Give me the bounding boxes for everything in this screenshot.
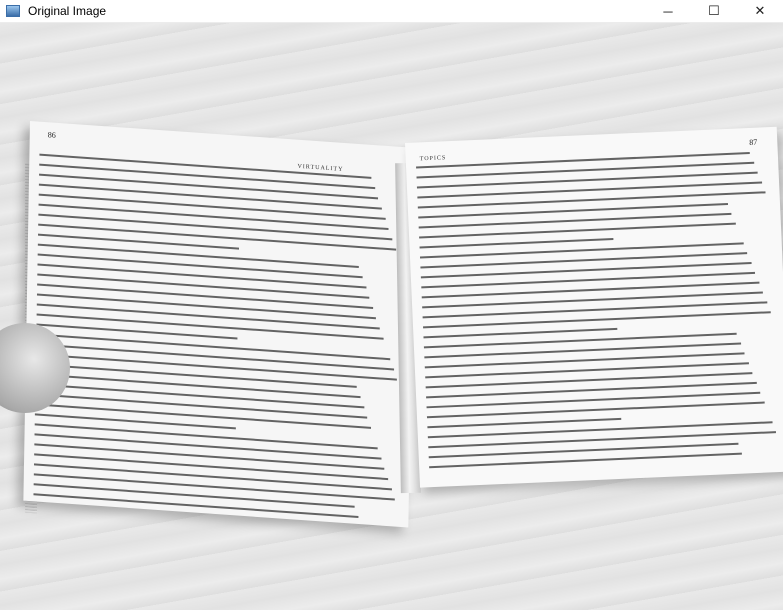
window-controls [645,0,783,22]
app-icon [6,5,20,17]
right-page [405,127,783,488]
text-line [427,418,620,428]
left-page-number: 86 [47,130,56,140]
text-line [423,328,616,338]
minimize-button[interactable]: ─ [663,3,673,19]
image-canvas [0,23,783,610]
title-bar[interactable] [0,0,783,23]
left-page-text [23,153,414,528]
text-line [420,238,613,248]
left-page [23,121,415,527]
text-line [33,493,358,517]
close-button[interactable]: ✕ [754,3,766,18]
window-title: Original Image [28,4,107,18]
right-page-text [406,151,783,477]
left-running-head: VIRTUALITY [297,163,344,173]
maximize-button[interactable]: ☐ [708,3,720,18]
right-running-head: TOPICS [419,155,447,163]
right-page-number: 87 [749,137,758,147]
